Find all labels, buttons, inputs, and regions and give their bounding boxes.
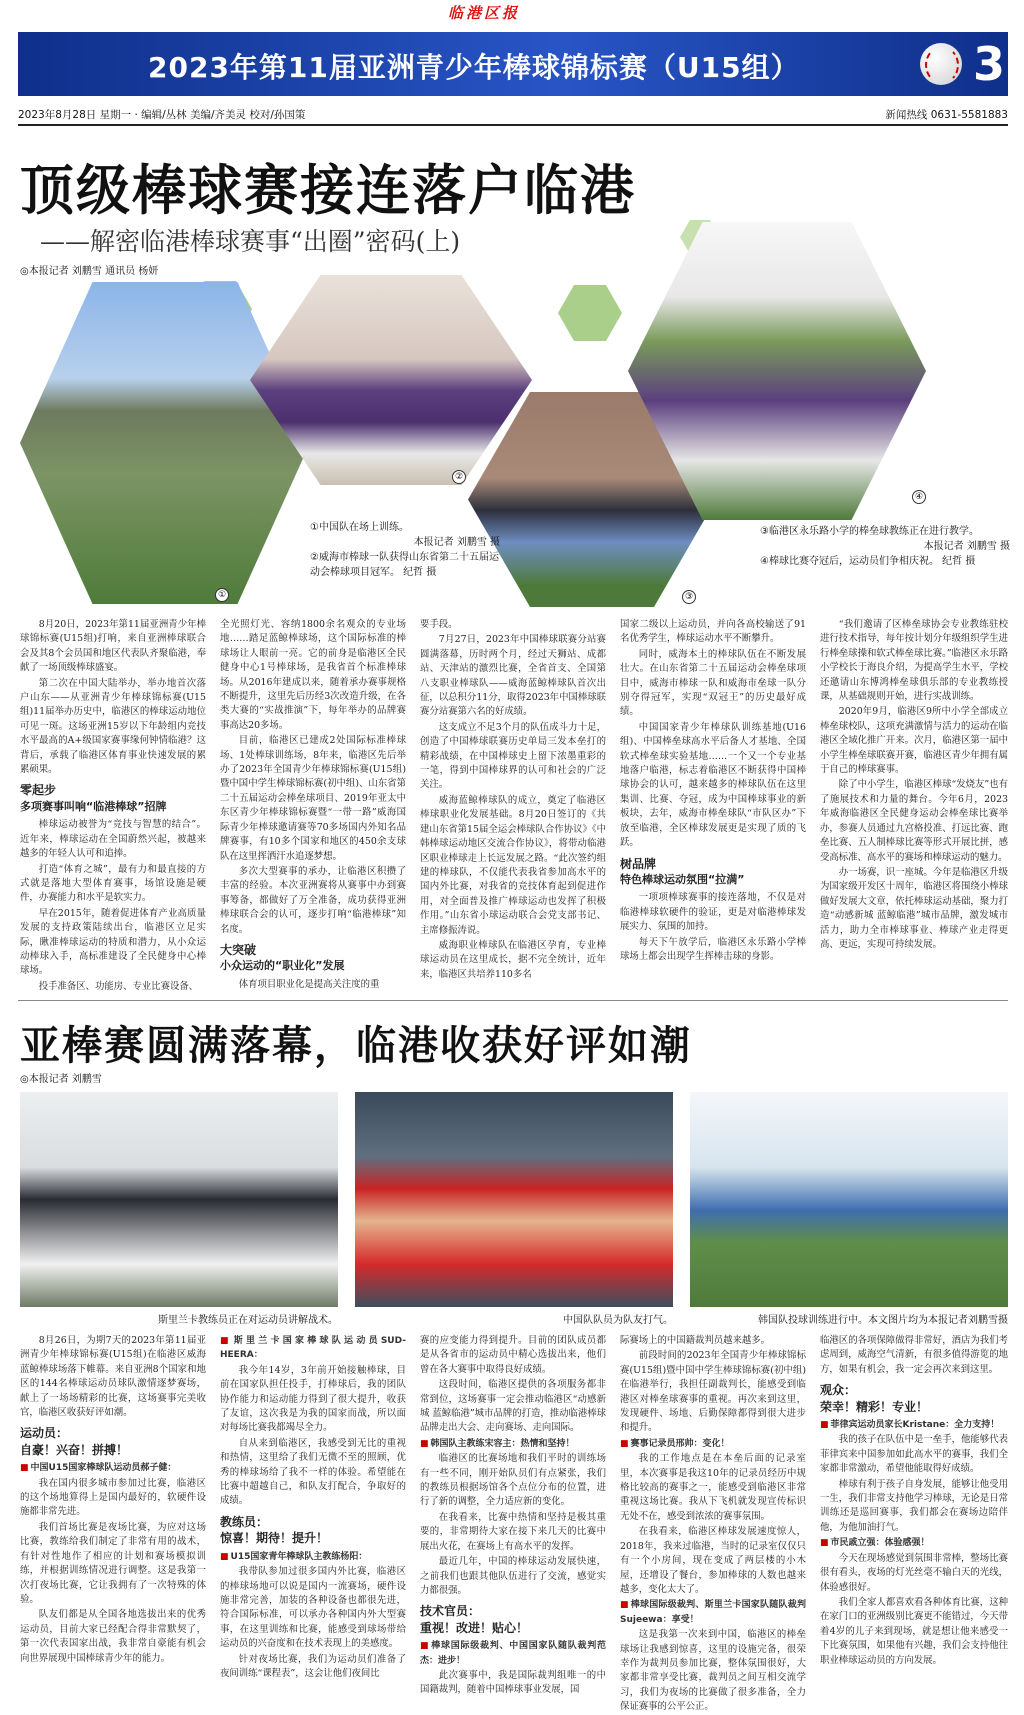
issue-date-editors: 2023年8月28日 星期一 · 编辑/丛林 美编/齐美灵 校对/孙国策 [18,109,306,121]
section-heading: 运动员： [20,1426,69,1441]
section-heading: 零起步 [20,783,57,798]
section-subheading: 重视！改进！贴心！ [420,1620,529,1635]
photo-korea-pitching [690,1092,1008,1307]
section-subheading: 惊喜！期待！提升！ [220,1531,329,1546]
banner-title: 2023年第11届亚洲青少年棒球锦标赛（U15组） [148,51,800,84]
article2-byline: ◎本报记者 刘鹏雪 [20,1074,102,1085]
divider [18,1000,1008,1001]
article1-byline: ◎本报记者 刘鹏雪 通讯员 杨妍 [20,266,159,277]
section-heading: 树品牌 [620,856,657,871]
photo-caption: 中国队队员为队友打气。 [563,1315,673,1326]
article2-column-2: ■ 斯里兰卡国家棒球队运动员SUD-HEERA： 我今年14岁，3年前开始接触棒球，目前在国家队担任投手，打棒球后，我的团队协作能力和运动能力得到了很大提升，收获了友谊，这次我是为我的国家而战，所以面对每场比赛我都竭尽全力。 自从来到临港区，我感受到无比的重视和热情，这里给了我们无微不至的照顾，优秀的棒球场给了我不一样的体验。希望能在比赛中超越自己，和队友打配合，争取好的成绩。 教练员： 惊喜！期待！提升！ ■ U15国家青年棒球队主教练杨阳： 我带队参加过很多国内外比赛，临港区的棒球场地可以说是国内一流赛场，硬件设施非常完善，加装的各种设备也都很先进，符合国际标准，可以承办各种国内外大型赛事，在这里训练和比赛，能感受到球场带给运动员的兴奋度和在技术表现上的美感度。 针对夜场比赛，我们为运动员们准备了夜间训练“课程表”，这会让他们夜间比 [220,1334,406,1706]
section-heading: 教练员： [220,1514,269,1529]
article2-column-3: 赛的应变能力得到提升。目前的团队成员都是从各省市的运动员中精心选拔出来，他们曾在各大赛事中取得良好成绩。 这段时间，临港区提供的各项服务都非常到位，这场赛事一定会推动临港区“动感新城 蓝鲸临港”城市品牌的打造，推动临港棒球品牌走出大会、走向赛场、走向国际。 ■ 韩国队主教练宋容主：热情和坚持！ 临港区的比赛场地和我们平时的训练场有一些不同，刚开始队员们有点紧张，我们的教练员根据场馆各个点位分布的位置，进行了新的调整，全力适应新的变化。 在我看来，比赛中热情和坚持是极其重要的，非常期待大家在接下来几天的比赛中展出火花，在赛场上有高水平的发挥。 最近几年，中国的棒球运动发展快速，之前我们也跟其他队伍进行了交流，感觉实力都很强。 技术官员： 重视！改进！贴心！ ■ 棒球国际级裁判、中国国家队随队裁判范杰：进步！ 此次赛事中，我是国际裁判组唯一的中国籍裁判，随着中国棒球事业发展，国 [420,1334,606,1706]
article1-column-1: 8月20日，2023年第11届亚洲青少年棒球锦标赛(U15组)打响，来自亚洲棒球联合会及其8个会员国和地区代表队齐聚临港，奉献了一场顶级棒球盛宴。 第二次在中国大陆举办，举办地首次落户山东——从亚洲青少年棒球锦标赛(U15组)11届举办历史中，临港区的棒球运动地位可见一斑。这场亚洲15岁以下年龄组内竞技水平最高的A+级国家赛事缘何钟情临港？这背后，承载了临港区体育事业快速发展的累累硕果。 零起步 多项赛事叫响“临港棒球”招牌 棒球运动被誉为“竞技与智慧的结合”。近年来，棒球运动在全国蔚然兴起，被越来越多的年轻人认可和追捧。 打造“体育之城”，最有力和最直接的方式就是落地大型体育赛事，场馆设施是硬件，办赛能力和水平是软实力。 早在2015年，随着促进体育产业高质量发展的支持政策陆续出台，临港区立足实际，瞅准棒球运动的特质和潜力，从小众运动棒球入手，高标准建设了全民健身中心棒球场。 投手准备区、功能房、专业比赛设备、 [20,619,206,992]
article2-column-4: 际赛场上的中国籍裁判员越来越多。 前段时间的2023年全国青少年棒球锦标赛(U15组)暨中国中学生棒球锦标赛(初中组)在临港举行，我担任副裁判长，能感受到临港区对棒垒球赛事的重视。再次来到这里，发现硬件、场地、后勤保障都得到很大进步和提升。 ■ 赛事记录员邢帅：变化！ 我的工作地点是在本垒后面的记录室里，本次赛事是我这10年的记录员经历中规格比较高的赛事之一，能感受到临港区非常重视这场比赛。我从下飞机就发现宣传标识无处不在，感受到浓浓的赛事氛围。 在我看来，临港区棒球发展速度惊人，2018年，我来过临港，当时的记录室仅仅只有一个小房间，现在变成了两层楼的小木屋，还增设了餐台，参加棒球的人数也越来越多，变化太大了。 ■ 棒球国际级裁判、斯里兰卡国家队随队裁判Sujeewa：享受！ 这是我第一次来到中国，临港区的棒垒球场让我感到惊喜，这里的设施完备，很荣幸作为裁判员参加比赛，整体氛围很好，大家都非常享受比赛，裁判员之间互相交流学习，我们为夜场的比赛做了很多准备，全力保证赛事的公平公正。 [620,1334,806,1706]
photo-number: ② [452,470,466,484]
divider [18,124,1008,126]
section-subheading: 特色棒球运动氛围“拉满” [620,872,745,886]
section-heading: 大突破 [220,942,257,957]
photo-number: ④ [912,490,926,504]
section-subheading: 自豪！兴奋！拼搏！ [20,1442,129,1457]
news-hotline: 新闻热线 0631-5581883 [885,109,1008,121]
photo-number: ① [215,588,229,602]
article1-column-2: 全光照灯光、容纳1800余名观众的专业场地……踏足蓝鲸棒球场，这个国际标准的棒球场让人眼前一亮。它的前身是临港区全民健身中心1号棒球场，是我省首个标准棒球场。从2016年建成以来，随着承办赛事规格不断提升，这里先后历经3次改造升级，在各类大赛的“实战推演”下，每年举办的品牌赛事高达20多场。 目前，临港区已建成2处国际标准棒球场、1处棒球训练场，8年来，临港区先后举办了2023年全国青少年棒球锦标赛(U15组)暨中国中学生棒球锦标赛(初中组)、山东省第二十五届运动会棒垒球项目、2019年亚太中东区青少年棒球锦标赛暨“一带一路”威海国际青少年棒球邀请赛等70多场国内外知名品牌赛事，有10多个国家和地区的450余支球队在这里挥洒汗水追逐梦想。 多次大型赛事的承办，让临港区积攒了丰富的经验。本次亚洲赛将从赛事中办到赛事筹备，都做好了万全准备，成功获得亚洲棒球联合会的认可，逐步打响“临港棒球”知名度。 大突破 小众运动的“职业化”发展 体育项目职业化是提高关注度的重 [220,619,406,990]
photo-srilanka-coach [20,1092,338,1307]
photo-china-team [355,1092,673,1307]
section-heading: 观众： [820,1383,857,1398]
article1-column-5: “我们邀请了区棒垒球协会专业教练驻校进行技术指导，每年按计划分年级组织学生进行棒垒球操和软式棒垒球比赛。”临港区永乐路小学校长于海良介绍，为提高学生水平，学校还邀请山东博鸿棒垒球俱乐部的专业教练授课，从基础规则开始，进行实战训练。 2020年9月，临港区9所中小学全部成立棒垒球校队，这项充满激情与活力的运动在临港区全域化推广开来。次月，临港区第一届中小学生棒垒球联赛开赛，临港区青少年拥有属于自己的棒球赛事。 除了中小学生，临港区棒球“发烧友”也有了施展技术和力量的舞台。今年6月，2023年威海临港区全民健身运动会棒垒球比赛举办，参赛人员通过九宫格投准、打远比赛、跑垒比赛、五人制棒球比赛等形式开展比拼，感受高标准、高水平的赛场和棒球运动的魅力。 办一场赛，识一座城。今年是临港区升级为国家级开发区十周年，临港区将围绕小棒球做好发展大文章，依托棒球运动基础，聚力打造“动感新城 蓝鲸临港”城市品牌，激发城市活力，助力全市棒球事业、棒球产业走得更高、更远，实现可持续发展。 [820,619,1008,950]
photo-number: ③ [682,590,696,604]
section-subheading: 小众运动的“职业化”发展 [220,959,345,973]
article1-column-4: 国家二级以上运动员，并向各高校输送了91名优秀学生，棒球运动水平不断攀升。 同时，威海本土的棒球队伍在不断发展壮大。在山东省第二十五届运动会棒垒球项目中，威海市棒球一队和威海市垒球一队分别夺得冠军，实现“双冠王”的历史最好成绩。 中国国家青少年棒球队训练基地(U16组)、中国棒垒球高水平后备人才基地、全国软式棒垒球实验基地……一个又一个专业基地落户临港，标志着临港区不断获得中国棒球协会的认可，越来越多的棒球队伍在这里集训、比赛、夺冠，成为中国棒球事业的新板块，去年，威海市棒垒球队“市队区办”下放至临港，全区棒球发展更是实现了质的飞跃。 树品牌 特色棒球运动氛围“拉满” 一项项棒球赛事的接连落地，不仅是对临港棒球软硬件的验证，更是对临港棒球发展实力、氛围的加持。 每天下午放学后，临港区永乐路小学棒球场上都会出现学生挥棒击球的身影。 [620,619,806,962]
photo-caption: 韩国队投球训练进行中。本文图片均为本报记者刘鹏雪摄 [758,1315,1008,1326]
article1-subhead: ——解密临港棒球赛事“出圈”密码(上) [40,227,461,256]
photo-caption-right: ③临港区永乐路小学的棒垒球教练正在进行教学。 本报记者 刘鹏雪 摄 ④棒球比赛夺冠后，运动员们争相庆祝。 纪哲 摄 [760,526,1010,567]
section-subheading: 荣幸！精彩！专业！ [820,1399,929,1414]
page-banner [18,32,1008,96]
article2-column-1: 8月26日，为期7天的2023年第11届亚洲青少年棒球锦标赛(U15组)在临港区威海蓝鲸棒球场落下帷幕。来自亚洲8个国家和地区的144名棒球运动员球队激情逐梦赛场，献上了一场场精彩的比赛，这场赛事完美收官，临港区收获好评如潮。 运动员： 自豪！兴奋！拼搏！ ■ 中国U15国家棒球队运动员郝子健： 我在国内很多城市参加过比赛，临港区的这个场地算得上是国内最好的，软硬件设施都非常先进。 我们首场比赛是夜场比赛，为应对这场比赛，教练给我们制定了非常有用的战术，有针对性地作了相应的计划和赛场模拟训练，并根据训练情况进行调整。这是我第一次打夜场比赛，它让我拥有了一次特殊的体验。 队友们都是从全国各地选拔出来的优秀运动员，目前大家已经配合得非常默契了，第一次代表国家出战，我非常自豪能有机会向世界展现中国棒球青少年的能力。 [20,1334,206,1706]
article1-headline: 顶级棒球赛接连落户临港 [20,158,636,222]
photo-caption: 斯里兰卡教练员正在对运动员讲解战术。 [158,1315,338,1326]
section-heading: 技术官员： [420,1604,481,1619]
baseball-icon [920,43,962,85]
masthead [18,0,1008,100]
article2-headline: 亚棒赛圆满落幕，临港收获好评如潮 [20,1022,692,1069]
page-number: 3 [973,37,1006,91]
section-subheading: 多项赛事叫响“临港棒球”招牌 [20,799,167,813]
info-bar [18,104,1008,122]
newspaper-name: 临港区报 [448,4,521,22]
article2-column-5: 临港区的各项保障做得非常好，酒店为我们考虑周到，威海空气清新，有很多值得游览的地方，如果有机会，我一定会再次来到这里。 观众： 荣幸！精彩！专业！ ■ 菲律宾运动员家长Kristane：全力支持！ 我的孩子在队伍中是一垒手，他能够代表菲律宾来中国参加如此高水平的赛事，我们全家都非常激动，希望他能取得好成绩。 棒球有利于孩子自身发展，能够让他受用一生，我们非常支持他学习棒球，无论是日常训练还是巡回赛事，我们都会在赛场边陪伴他，为他加油打气。 ■ 市民戚立强：体验感强！ 今天在现场感觉到氛围非常棒，整场比赛很有看头，夜场的灯光丝毫不输白天的光线，体验感很好。 我们全家人都喜欢看各种体育比赛，这种在家门口的亚洲级别比赛更不能错过，今天带着4岁的儿子来到现场，就是想让他来感受一下比赛氛围，如果他有兴趣，我们会支持他往职业棒球运动员的方向发展。 [820,1334,1008,1706]
article1-column-3: 要手段。 7月27日，2023年中国棒球联赛分站赛圆满落幕，历时两个月，经过天狮站、成都站、天津站的激烈比赛，全省首支、全国第八支职业棒球队——威海蓝鲸棒球队首次出征，以总积分11分，取得2023年中国棒球联赛分站赛第六名的好成绩。 这支成立不足3个月的队伍成斗力十足，创造了中国棒球联赛历史单局三发本垒打的精彩战绩，在中国棒球史上留下浓墨重彩的一笔，得到中国棒球界的认可和社会的广泛关注。 威海蓝鲸棒球队的成立，奠定了临港区棒球职业化发展基础。8月20日签订的《共建山东省第15届全运会棒球队合作协议》《中韩棒球运动地区交流合作协议》，将带动临港区职业棒球走上长远发展之路。“此次签约组建的棒球队，不仅能代表我省参加高水平的国内外比赛，对我省的竞技体育起到促进作用，对全面普及推广棒球运动也发挥了积极作用。”山东省小球运动联合会党支部书记、主席修振涛说。 威海职业棒球队在临港区孕育，专业棒球运动员在这里成长，据不完全统计，近年来，临港区共培养110多名 [420,619,606,980]
photo-caption-left: ①中国队在场上训练。 本报记者 刘鹏雪 摄 ②威海市棒球一队获得山东省第二十五届运动会棒球项目冠军。 纪哲 摄 [310,522,500,578]
photo-training [20,282,310,604]
decor-hex [558,285,622,341]
